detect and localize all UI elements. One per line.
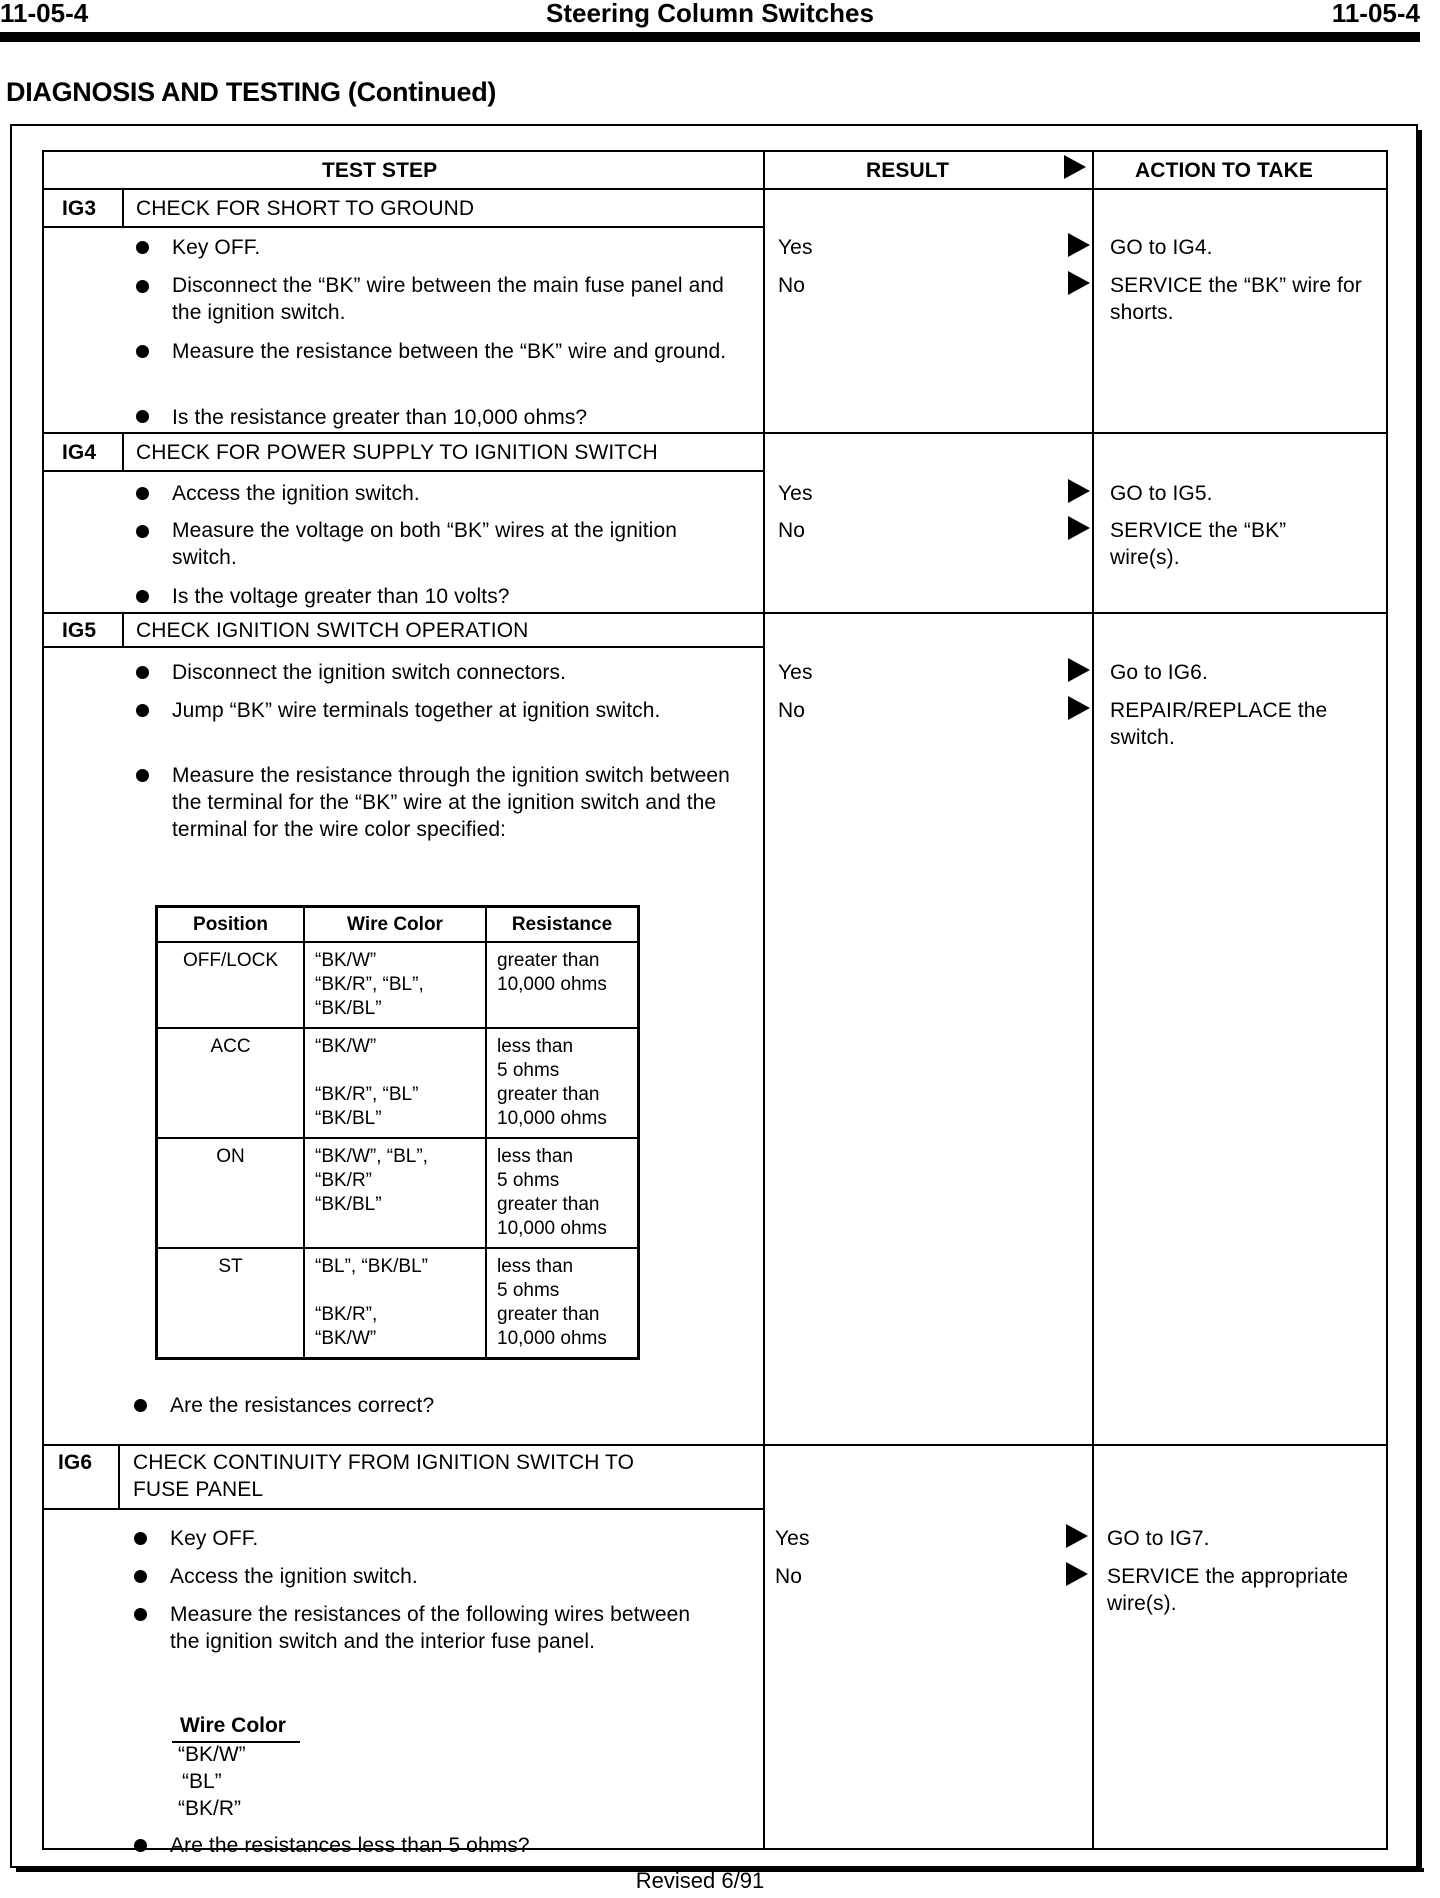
step-title-ig6: CHECK CONTINUITY FROM IGNITION SWITCH TO FUSE PANEL — [133, 1451, 635, 1501]
resistance-line: greater than — [497, 1194, 600, 1215]
ig3-title-underline — [42, 226, 764, 228]
step-title-ig5: CHECK IGNITION SWITCH OPERATION — [136, 619, 529, 642]
wire-color-line: “BK/W” — [315, 950, 377, 971]
ig6-action-no: SERVICE the appropriate wire(s). — [1107, 1565, 1349, 1615]
col-divider-result — [763, 150, 765, 1850]
wire-color-list-header: Wire Color — [180, 1714, 286, 1737]
ig3-bullet-2: Disconnect the “BK” wire between the main fuse panel and the ignition switch. — [172, 274, 724, 324]
ig3-id-divider — [122, 188, 124, 228]
resistance-line: 5 ohms — [497, 1060, 560, 1081]
resistance-line: 10,000 ohms — [497, 1328, 607, 1349]
col-divider-action — [1092, 150, 1094, 1850]
resistance-line: less than — [497, 1146, 574, 1167]
bullet-icon — [136, 241, 149, 254]
page-number-left: 11-05-4 — [0, 0, 89, 28]
ig3-result-no: No — [778, 274, 806, 297]
table-border-top — [42, 150, 1388, 152]
step-id-ig6: IG6 — [58, 1451, 93, 1474]
step-title-ig3: CHECK FOR SHORT TO GROUND — [136, 197, 475, 220]
bullet-icon — [136, 487, 149, 500]
wire-color-line: “BK/W” — [315, 1036, 377, 1057]
ig5-bullet-2: Jump “BK” wire terminals together at ignition switch. — [172, 699, 661, 722]
ig4-id-divider — [122, 432, 124, 472]
wire-color-line — [315, 1279, 475, 1303]
ig4-title-underline — [42, 470, 764, 472]
resistance-line: 10,000 ohms — [497, 1218, 607, 1239]
resistance-cell — [486, 1138, 639, 1248]
ig5-result-no: No — [778, 699, 806, 722]
table-border-header-bottom — [42, 188, 1388, 190]
resistance-line: 10,000 ohms — [497, 974, 607, 995]
wire-color-line: “BK/R” — [315, 1170, 372, 1191]
bullet-icon — [136, 666, 149, 679]
resistance-table — [155, 905, 640, 1360]
header-arrow-icon — [1064, 155, 1086, 179]
ig3-bullet-1: Key OFF. — [172, 236, 261, 259]
table-row — [157, 1028, 639, 1138]
wire-color-cell — [304, 1028, 486, 1138]
wire-color-line: “BK/W”, “BL”, — [315, 1146, 428, 1167]
position-cell: ST — [157, 1248, 305, 1359]
wire-color-line: “BK/R”, “BL”, — [315, 974, 424, 995]
resistance-line: greater than — [497, 1084, 600, 1105]
table-row — [157, 942, 639, 1028]
step-separator-ig5 — [42, 612, 1388, 614]
resistance-table-header — [157, 907, 639, 943]
wire-color-line: “BK/R”, “BL” — [315, 1084, 419, 1105]
ig6-bullet-1: Key OFF. — [170, 1527, 259, 1550]
col-resistance: Resistance — [486, 907, 639, 943]
arrow-icon — [1068, 479, 1090, 503]
bullet-icon — [136, 769, 149, 782]
bullet-icon — [134, 1532, 147, 1545]
position-cell: ACC — [157, 1028, 305, 1138]
ig5-bullet-4: Are the resistances correct? — [170, 1394, 435, 1417]
bullet-icon — [134, 1570, 147, 1583]
ig5-action-no: REPAIR/REPLACE the switch. — [1110, 699, 1328, 749]
bullet-icon — [136, 345, 149, 358]
resistance-line: 5 ohms — [497, 1170, 560, 1191]
wire-color-line — [315, 1059, 475, 1083]
step-id-ig4: IG4 — [62, 441, 97, 464]
bullet-icon — [136, 704, 149, 717]
arrow-icon — [1066, 1524, 1088, 1548]
revision-footer: Revised 6/91 — [635, 1868, 765, 1893]
wire-color-line: “BK/BL” — [315, 1108, 382, 1129]
header-rule — [0, 32, 1420, 42]
ig6-action-yes: GO to IG7. — [1107, 1527, 1210, 1550]
resistance-line: greater than — [497, 950, 600, 971]
wire-color-item: “BK/W” — [178, 1743, 246, 1766]
wire-color-line: “BK/BL” — [315, 998, 382, 1019]
col-position: Position — [157, 907, 305, 943]
wire-color-line: “BK/W” — [315, 1328, 377, 1349]
wire-color-line: “BL”, “BK/BL” — [315, 1256, 428, 1277]
step-separator-ig4 — [42, 432, 1388, 434]
resistance-line: 5 ohms — [497, 1280, 560, 1301]
ig3-bullet-3: Measure the resistance between the “BK” wire and ground. — [172, 340, 727, 363]
bullet-icon — [134, 1608, 147, 1621]
resistance-line: greater than — [497, 1304, 600, 1325]
ig3-bullet-4: Is the resistance greater than 10,000 ohms? — [172, 406, 588, 429]
step-title-ig4: CHECK FOR POWER SUPPLY TO IGNITION SWITCH — [136, 441, 658, 464]
ig4-action-yes: GO to IG5. — [1110, 482, 1213, 505]
ig6-title-underline — [42, 1508, 764, 1510]
ig5-bullet-3: Measure the resistance through the ignition switch between the terminal for the “BK” wire at the ignition switch and the terminal for the wire color specified: — [172, 764, 730, 841]
resistance-line: less than — [497, 1256, 574, 1277]
wire-color-item: “BK/R” — [178, 1797, 241, 1820]
ig5-bullet-1: Disconnect the ignition switch connectors. — [172, 661, 567, 684]
bullet-icon — [136, 410, 149, 423]
ig6-id-divider — [118, 1444, 120, 1510]
ig4-bullet-1: Access the ignition switch. — [172, 482, 420, 505]
ig4-result-no: No — [778, 519, 806, 542]
arrow-icon — [1068, 696, 1090, 720]
step-id-ig5: IG5 — [62, 619, 97, 642]
ig6-bullet-2: Access the ignition switch. — [170, 1565, 418, 1588]
wire-color-line: “BK/R”, — [315, 1304, 378, 1325]
ig3-result-yes: Yes — [778, 236, 813, 259]
ig5-id-divider — [122, 612, 124, 648]
resistance-cell — [486, 942, 639, 1028]
ig3-action-yes: GO to IG4. — [1110, 236, 1213, 259]
arrow-icon — [1068, 516, 1090, 540]
wire-color-line: “BK/BL” — [315, 1194, 382, 1215]
step-id-ig3: IG3 — [62, 197, 97, 220]
ig6-result-yes: Yes — [775, 1527, 810, 1550]
ig5-action-yes: Go to IG6. — [1110, 661, 1208, 684]
resistance-cell — [486, 1248, 639, 1359]
wire-color-cell — [304, 942, 486, 1028]
ig6-bullet-4: Are the resistances less than 5 ohms? — [170, 1834, 530, 1857]
page-header — [0, 0, 1440, 30]
resistance-cell — [486, 1028, 639, 1138]
wire-color-item: “BL” — [182, 1770, 222, 1793]
ig3-action-no: SERVICE the “BK” wire for shorts. — [1110, 274, 1362, 324]
table-row — [157, 1138, 639, 1248]
resistance-line: 10,000 ohms — [497, 1108, 607, 1129]
position-cell: ON — [157, 1138, 305, 1248]
section-title: DIAGNOSIS AND TESTING (Continued) — [6, 77, 497, 107]
ig4-action-no: SERVICE the “BK” wire(s). — [1110, 519, 1287, 569]
header-test-step: TEST STEP — [322, 159, 438, 182]
resistance-line: less than — [497, 1036, 574, 1057]
col-wire-color: Wire Color — [304, 907, 486, 943]
header-result: RESULT — [866, 159, 950, 182]
bullet-icon — [136, 525, 149, 538]
ig4-bullet-2: Measure the voltage on both “BK” wires at the ignition switch. — [172, 519, 678, 569]
wire-color-cell — [304, 1138, 486, 1248]
frame-shadow-side — [1418, 130, 1422, 1872]
ig4-result-yes: Yes — [778, 482, 813, 505]
page-number-right: 11-05-4 — [1331, 0, 1420, 28]
arrow-icon — [1068, 658, 1090, 682]
ig4-bullet-3: Is the voltage greater than 10 volts? — [172, 585, 510, 608]
table-border-left — [42, 150, 44, 1850]
arrow-icon — [1066, 1562, 1088, 1586]
table-row — [157, 1248, 639, 1359]
bullet-icon — [136, 590, 149, 603]
arrow-icon — [1068, 271, 1090, 295]
bullet-icon — [134, 1839, 147, 1852]
bullet-icon — [134, 1399, 147, 1412]
bullet-icon — [136, 280, 149, 293]
arrow-icon — [1068, 233, 1090, 257]
page-title: Steering Column Switches — [546, 0, 874, 28]
step-separator-ig6 — [42, 1444, 1388, 1446]
wire-color-cell — [304, 1248, 486, 1359]
ig6-result-no: No — [775, 1565, 803, 1588]
position-cell: OFF/LOCK — [157, 942, 305, 1028]
ig5-result-yes: Yes — [778, 661, 813, 684]
header-action: ACTION TO TAKE — [1135, 159, 1313, 182]
ig6-bullet-3: Measure the resistances of the following wires between the ignition switch and the interior fuse panel. — [170, 1603, 691, 1653]
ig5-title-underline — [42, 646, 764, 648]
